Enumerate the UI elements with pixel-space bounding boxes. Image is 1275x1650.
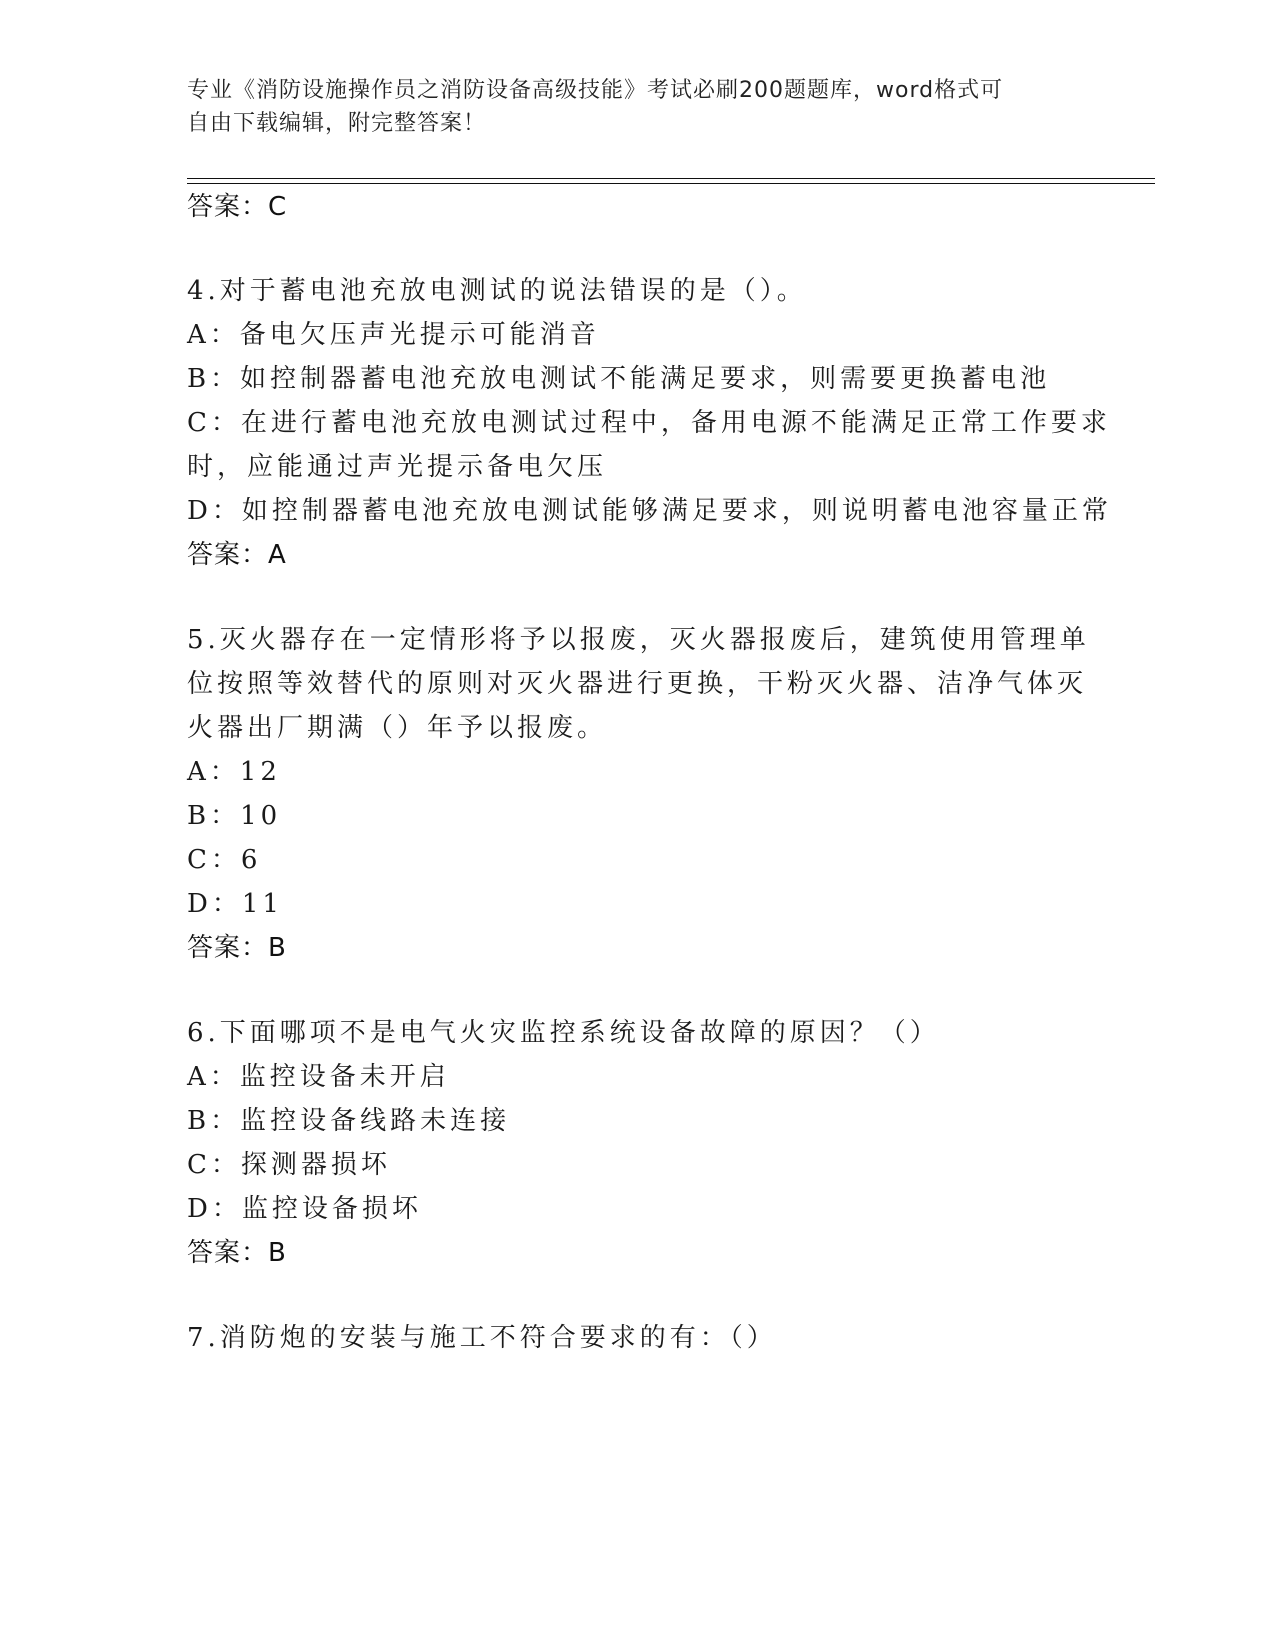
question-5-option-c: C：6	[187, 845, 262, 875]
question-5-option-a: A：12	[187, 757, 281, 787]
question-4-option-d: D：如控制器蓄电池充放电测试能够满足要求，则说明蓄电池容量正常	[187, 496, 1112, 526]
question-4-option-b: B：如控制器蓄电池充放电测试不能满足要求，则需要更换蓄电池	[187, 364, 1051, 394]
question-5-option-d: D：11	[187, 889, 283, 919]
header-line-2: 自由下载编辑，附完整答案！	[187, 111, 487, 136]
answer-q5: 答案：B	[187, 933, 287, 963]
answer-q6: 答案：B	[187, 1238, 287, 1268]
question-4-option-a: A：备电欠压声光提示可能消音	[187, 320, 600, 350]
question-6-stem: 6.下面哪项不是电气火灾监控系统设备故障的原因？（）	[187, 1018, 940, 1048]
question-6-option-d: D：监控设备损坏	[187, 1194, 422, 1224]
question-6-option-c: C：探测器损坏	[187, 1150, 391, 1180]
question-6-option-a: A：监控设备未开启	[187, 1062, 450, 1092]
question-5-option-b: B：10	[187, 801, 282, 831]
question-5-stem-line-3: 火器出厂期满（）年予以报废。	[187, 713, 608, 743]
header-rule-top	[187, 178, 1155, 179]
question-5-stem-line-2: 位按照等效替代的原则对灭火器进行更换，干粉灭火器、洁净气体灭	[187, 669, 1088, 699]
question-5-stem-line-1: 5.灭火器存在一定情形将予以报废，灭火器报废后，建筑使用管理单	[187, 625, 1090, 655]
answer-q4: 答案：A	[187, 540, 287, 570]
question-4-stem: 4.对于蓄电池充放电测试的说法错误的是（）。	[187, 276, 807, 306]
header-rule-bottom	[187, 183, 1155, 184]
answer-q3: 答案：C	[187, 192, 288, 222]
question-4-option-c-line-2: 时，应能通过声光提示备电欠压	[187, 452, 608, 482]
question-4-option-c-line-1: C：在进行蓄电池充放电测试过程中，备用电源不能满足正常工作要求	[187, 408, 1111, 438]
question-7-stem: 7.消防炮的安装与施工不符合要求的有：（）	[187, 1323, 777, 1353]
document-header	[187, 74, 1067, 140]
question-6-option-b: B：监控设备线路未连接	[187, 1106, 511, 1136]
header-line-1: 专业《消防设施操作员之消防设备高级技能》考试必刷200题题库，word格式可	[187, 78, 1004, 103]
